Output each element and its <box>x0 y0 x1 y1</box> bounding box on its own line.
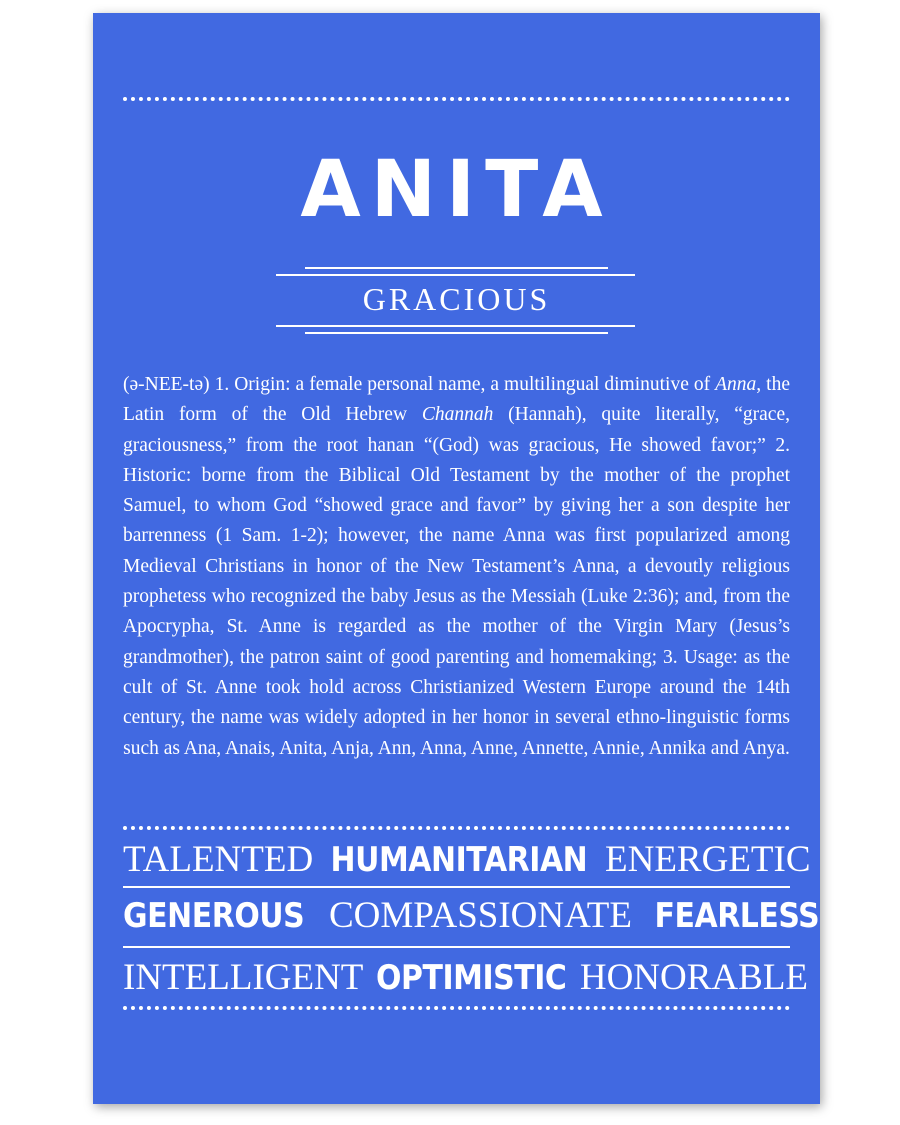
trait-word: COMPASSIONATE <box>329 895 632 936</box>
traits-dotted-border-bottom <box>123 1006 790 1010</box>
traits-separator <box>123 886 790 888</box>
trait-word-bold: FEARLESS <box>654 895 820 936</box>
trait-word: HONORABLE <box>579 957 809 998</box>
meaning-rule-top-outer <box>276 274 635 276</box>
traits-row-3 <box>123 957 809 998</box>
traits-row-2 <box>123 895 820 936</box>
traits-dotted-border-top <box>123 826 790 830</box>
name-poster <box>93 13 820 1104</box>
traits-separator <box>123 946 790 948</box>
trait-word-bold: HUMANITARIAN <box>330 839 588 880</box>
meaning-rule-bottom-inner <box>305 332 608 334</box>
name-definition: (ə-NEE-tə) 1. Origin: a female personal name, a multilingual diminutive of Anna, the Latin form of the Old Hebrew Channah (Hannah), quite literally, “grace, graciousness,” from the root hanan “(God) was gracious, He showed favor;” 2. Historic: borne from the Biblical Old Testament by the mother of the prophet Samuel, to whom God “showed grace and favor” by giving her a son despite her barrenness (1 Sam. 1-2); however, the name Anna was first popularized among Medieval Christians in honor of the New Testament’s Anna, a devoutly religious prophetess who recognized the baby Jesus as the Messiah (Luke 2:36); and, from the Apocrypha, St. Anne is regarded as the mother of the Virgin Mary (Jesus’s grandmother), the patron saint of good parenting and homemaking; 3. Usage: as the cult of St. Anne took hold across Christianized Western Europe around the 14th century, the name was widely adopted in her honor in several ethno-linguistic forms such as Ana, Anais, Anita, Anja, Ann, Anna, Anne, Annette, Annie, Annika and Anya. <box>123 374 790 759</box>
trait-word-bold: OPTIMISTIC <box>376 957 567 998</box>
traits-row-1 <box>123 839 811 880</box>
name-meaning: GRACIOUS <box>362 281 551 317</box>
trait-word: INTELLIGENT <box>123 957 364 998</box>
trait-word-bold: GENEROUS <box>123 895 305 936</box>
trait-word: ENERGETIC <box>605 839 811 880</box>
meaning-rule-bottom-outer <box>276 325 635 327</box>
name-title: ANITA <box>300 145 613 235</box>
meaning-rule-top-inner <box>305 267 608 269</box>
top-dotted-border <box>123 97 790 101</box>
trait-word: TALENTED <box>123 839 314 880</box>
